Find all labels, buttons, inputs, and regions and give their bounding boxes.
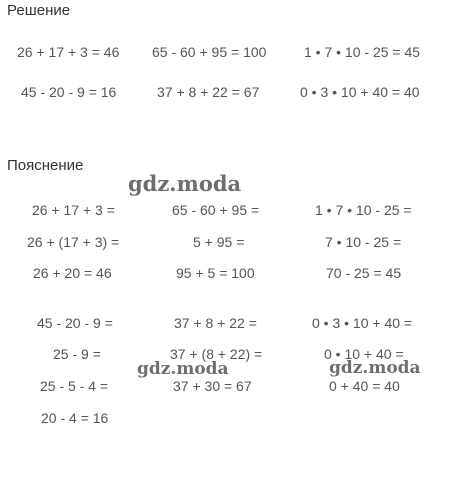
explanation-eq: 0 • 3 • 10 + 40 = — [312, 315, 413, 331]
explanation-eq: 7 • 10 - 25 = — [325, 234, 402, 250]
explanation-eq: 25 - 9 = — [53, 346, 101, 362]
solution-eq: 1 • 7 • 10 - 25 = 45 — [304, 44, 421, 60]
explanation-eq: 45 - 20 - 9 = — [37, 315, 113, 331]
explanation-eq: 0 • 10 + 40 = — [324, 346, 404, 362]
solution-eq: 0 • 3 • 10 + 40 = 40 — [300, 84, 420, 100]
explanation-eq: 5 + 95 = — [193, 234, 245, 250]
explanation-eq: 37 + 8 + 22 = — [174, 315, 257, 331]
explanation-eq: 95 + 5 = 100 — [176, 265, 255, 281]
explanation-eq: 26 + 20 = 46 — [33, 265, 112, 281]
explanation-eq: 0 + 40 = 40 — [329, 378, 400, 394]
explanation-eq: 20 - 4 = 16 — [41, 410, 109, 426]
explanation-eq: 37 + (8 + 22) = — [170, 346, 263, 362]
solution-eq: 45 - 20 - 9 = 16 — [21, 84, 117, 100]
solution-eq: 65 - 60 + 95 = 100 — [152, 44, 267, 60]
solution-heading: Решение — [7, 2, 71, 19]
watermark: gdz.moda — [137, 359, 229, 379]
explanation-eq: 26 + 17 + 3 = — [32, 202, 115, 218]
explanation-eq: 26 + (17 + 3) = — [27, 234, 120, 250]
solution-eq: 26 + 17 + 3 = 46 — [17, 44, 120, 60]
explanation-eq: 25 - 5 - 4 = — [40, 378, 109, 394]
explanation-heading: Пояснение — [7, 157, 84, 174]
explanation-eq: 70 - 25 = 45 — [326, 265, 402, 281]
explanation-eq: 1 • 7 • 10 - 25 = — [315, 202, 412, 218]
explanation-eq: 65 - 60 + 95 = — [172, 202, 260, 218]
watermark: gdz.moda — [128, 171, 242, 196]
solution-eq: 37 + 8 + 22 = 67 — [157, 84, 260, 100]
explanation-eq: 37 + 30 = 67 — [173, 378, 252, 394]
watermark: gdz.moda — [329, 358, 421, 378]
